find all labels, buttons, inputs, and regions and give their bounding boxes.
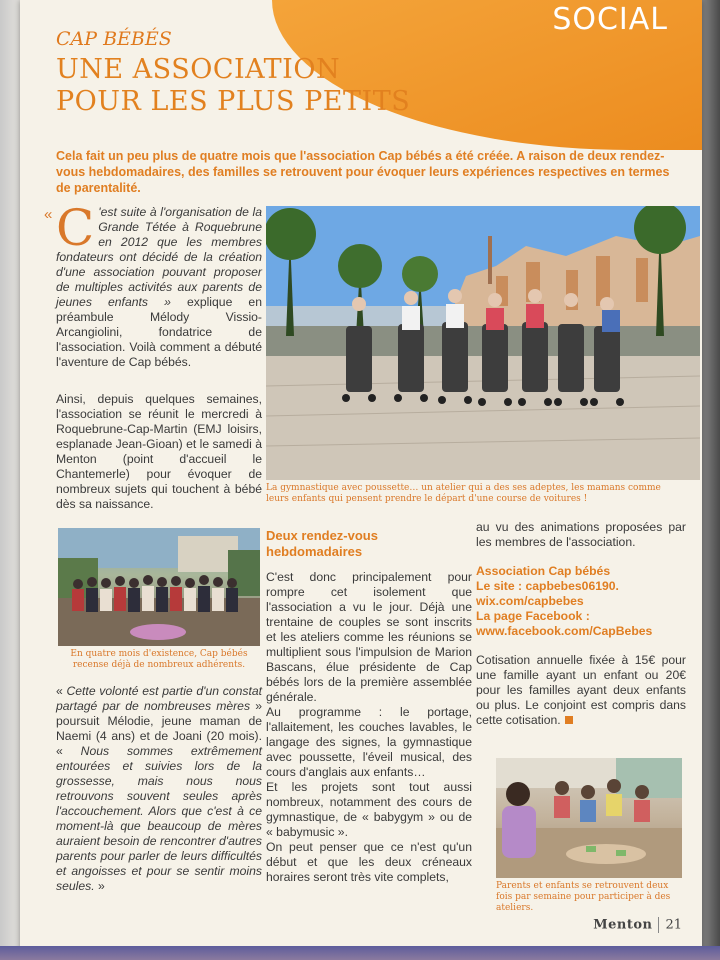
workshop-photo	[496, 758, 682, 878]
opening-quote-mark: «	[44, 206, 53, 223]
column-3-paragraph-2	[476, 653, 686, 728]
article-intro: Cela fait un peu plus de quatre mois que l'association Cap bébés a été créée. A raison de deux rendez-vous hebdomadaires, des familles se retrouvent pour évoquer leurs expériences respectives en termes de parentalité.	[56, 149, 670, 195]
column-2-paragraph-4: On peut penser que ce n'est qu'un début et que les deux créneaux horaires seront très vite complets,	[266, 840, 472, 884]
article-title	[56, 54, 410, 118]
col1-para3-close: »	[94, 879, 105, 893]
stroller-photo-caption: La gymnastique avec poussette… un atelier qui a des ses adeptes, les mamans comme leurs enfants qui pensent prendre le départ d'une course de voitures !	[266, 483, 661, 504]
col1-para1-rest: explique en préambule Mélody Vissio-Arcangiolini, fondatrice de l'association. Voilà comment a débuté l'aventure de Cap bébés.	[56, 295, 262, 369]
stroller-gymnastics-photo	[266, 206, 700, 480]
column-2	[266, 528, 472, 885]
group-photo	[58, 528, 260, 646]
facebook-url: www.facebook.com/CapBebes	[476, 624, 653, 638]
column-3	[476, 520, 686, 728]
desk-left-edge	[0, 0, 22, 960]
group-photo-caption: En quatre mois d'existence, Cap bébés recense déjà de nombreux adhérents.	[70, 649, 248, 670]
title-line-2: POUR LES PLUS PETITS	[56, 86, 411, 117]
col1-para3-quote-1: Cette volonté est partie d'un constat partagé par de nombreuses mères	[56, 684, 262, 713]
subheading: Deux rendez-vous hebdomadaires	[266, 528, 378, 559]
magazine-page	[20, 0, 702, 955]
column-3-paragraph-1: au vu des animations proposées par les membres de l'association.	[476, 520, 686, 549]
col1-para3-quote-2: Nous sommes extrêmement entourées et suivies lors de la grossesse, mais nous nous retrouvons souvent seules après l'accouchement. Alors que c'est à ce moment-là que beaucoup de mères auraient besoin de rencontrer d'autres parents pour parler de leurs difficultés et angoisses et pour se sentir moins seules.	[56, 744, 262, 893]
col1-para1-quote: 'est suite à l'organisation de la Grande Tétée à Roquebrune en 2012 que les membres fondateurs ont décidé de la création d'une association pouvant proposer de multiples activités aux parents de jeunes enfants »	[56, 205, 262, 309]
workshop-photo-caption: Parents et enfants se retrouvent deux fois par semaine pour participer à des ateliers.	[496, 881, 671, 913]
column-2-paragraph-2: Au programme : le portage, l'allaitement, les couches lavables, le langage des signes, la gymnastique avec poussette, l'éveil musical, des cours d'anglais aux enfants…	[266, 705, 472, 779]
article-kicker: CAP BÉBÉS	[56, 28, 172, 50]
section-label: SOCIAL	[552, 2, 668, 37]
magazine-brand: Menton	[593, 917, 653, 933]
page-number: 21	[665, 917, 682, 933]
column-2-paragraph-3: Et les projets sont tout aussi nombreux, notamment des cours de gymnastique, de « babygym » ou de « babymusic ».	[266, 780, 472, 839]
desk-right-edge	[700, 0, 720, 960]
contact-block	[476, 564, 686, 639]
footer-separator	[658, 917, 659, 933]
column-1-paragraph-1	[56, 199, 262, 370]
drop-cap: C	[56, 199, 95, 257]
title-line-1: UNE ASSOCIATION	[56, 54, 341, 85]
page-bottom-edge	[0, 946, 720, 960]
page-footer	[593, 917, 682, 933]
col1-para3-mid: » poursuit Mélodie, jeune maman de Naemi (4 ans) et de Joani (20 mois). «	[56, 699, 262, 758]
facebook-label: La page Facebook :	[476, 609, 590, 623]
column-1-paragraph-3	[56, 684, 262, 894]
membership-fee-text: Cotisation annuelle fixée à 15€ pour une famille ayant un enfant ou 20€ pour les familles ayant deux enfants ou plus. Le conjoint est compris dans cette cotisation.	[476, 653, 686, 727]
end-of-article-mark	[565, 716, 573, 724]
col1-para3-open: «	[56, 684, 67, 698]
website-label: Le site : capbebes06190.	[476, 579, 619, 593]
contact-title: Association Cap bébés	[476, 564, 611, 578]
column-1-paragraph-2: Ainsi, depuis quelques semaines, l'association se réunit le mercredi à Roquebrune-Cap-Martin (EMJ loisirs, esplanade Jean-Gioan) et le samedi à Menton (point d'accueil le Chantemerle) pour évoquer de nombreux sujets qui touchent à bébé dès sa naissance.	[56, 392, 262, 511]
column-2-paragraph-1: C'est donc principalement pour rompre cet isolement que l'association a vu le jour. Déjà une trentaine de couples se sont inscrits et les ateliers comme les réunions se multiplient sous l'impulsion de Marion Bascans, élue présidente de Cap bébés lors de la première assemblée générale.	[266, 570, 472, 704]
website-domain: wix.com/capbebes	[476, 594, 584, 608]
